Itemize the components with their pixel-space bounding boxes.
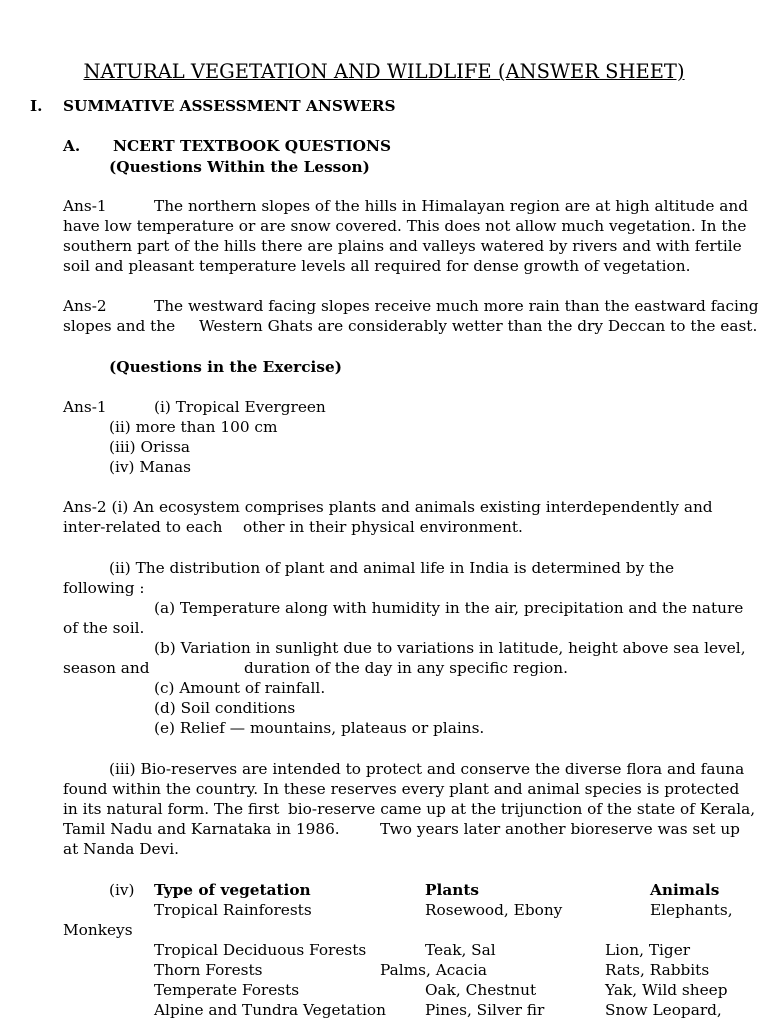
- list-item: (i) Tropical Evergreen: [154, 398, 326, 416]
- answer-line: inter-related to each: [63, 518, 223, 536]
- factor-item: (b) Variation in sunlight due to variations in latitude, height above sea level,: [154, 639, 746, 657]
- exercise-heading: (Questions in the Exercise): [109, 358, 342, 376]
- table-cell: Temperate Forests: [154, 981, 300, 999]
- table-cell: Snow Leopard,: [605, 1001, 722, 1019]
- answer-line: The westward facing slopes receive much more rain than the eastward facing: [154, 297, 759, 315]
- table-label: (iv): [109, 881, 135, 899]
- list-item: (iii) Orissa: [109, 438, 191, 456]
- table-header: Animals: [650, 881, 720, 899]
- table-cell: Yak, Wild sheep: [605, 981, 728, 999]
- answer-line: have low temperature or are snow covered. This does not allow much vegetation. In the: [63, 217, 747, 235]
- table-cell: Elephants,: [650, 901, 733, 919]
- page-title: NATURAL VEGETATION AND WILDLIFE (ANSWER SHEET): [83, 60, 685, 83]
- answer-line: other in their physical environment.: [243, 518, 523, 536]
- subsection-subheading: (Questions Within the Lesson): [109, 158, 370, 176]
- table-cell: Rosewood, Ebony: [425, 901, 563, 919]
- table-cell: Palms, Acacia: [380, 961, 488, 979]
- table-cell: Pines, Silver fir: [425, 1001, 545, 1019]
- answer-line: southern part of the hills there are plains and valleys watered by rivers and with fertile: [63, 237, 742, 255]
- factor-item: (a) Temperature along with humidity in the air, precipitation and the nature: [154, 599, 744, 617]
- section-heading: SUMMATIVE ASSESSMENT ANSWERS: [63, 97, 396, 115]
- table-cell: Teak, Sal: [425, 941, 496, 959]
- answer-label: Ans-1: [63, 398, 107, 416]
- factor-item: of the soil.: [63, 619, 145, 637]
- factor-item: duration of the day in any specific region.: [244, 659, 568, 677]
- answer-line: in its natural form. The first: [63, 800, 280, 818]
- factor-item: (d) Soil conditions: [154, 699, 296, 717]
- answer-line: The northern slopes of the hills in Himalayan region are at high altitude and: [154, 197, 748, 215]
- subsection-heading: NCERT TEXTBOOK QUESTIONS: [113, 137, 392, 155]
- answer-line: Two years later another bioreserve was set up: [380, 820, 740, 838]
- table-header: Plants: [425, 881, 480, 899]
- factor-item: (e) Relief — mountains, plateaus or plains.: [154, 719, 485, 737]
- factor-item: (c) Amount of rainfall.: [154, 679, 326, 697]
- answer-line: following :: [63, 579, 145, 597]
- list-item: (ii) more than 100 cm: [109, 418, 278, 436]
- answer-line: Western Ghats are considerably wetter than the dry Deccan to the east.: [199, 317, 758, 335]
- table-cell: Monkeys: [63, 921, 133, 939]
- table-cell: Thorn Forests: [154, 961, 263, 979]
- table-cell: Lion, Tiger: [605, 941, 691, 959]
- answer-line: (ii) The distribution of plant and animal life in India is determined by the: [109, 559, 675, 577]
- list-item: (iv) Manas: [109, 458, 191, 476]
- table-cell: Oak, Chestnut: [425, 981, 537, 999]
- table-cell: Rats, Rabbits: [605, 961, 710, 979]
- answer-line: at Nanda Devi.: [63, 840, 179, 858]
- answer-line: Ans-2 (i) An ecosystem comprises plants and animals existing interdependently and: [63, 498, 713, 516]
- answer-line: Tamil Nadu and Karnataka in 1986.: [63, 820, 340, 838]
- table-cell: Alpine and Tundra Vegetation: [154, 1001, 386, 1019]
- table-cell: Tropical Deciduous Forests: [154, 941, 367, 959]
- factor-item: season and: [63, 659, 150, 677]
- answer-line: bio-reserve came up at the trijunction of the state of Kerala,: [288, 800, 756, 818]
- table-header: Type of vegetation: [154, 881, 311, 899]
- subsection-label: A.: [63, 137, 81, 155]
- answer-line: slopes and the: [63, 317, 176, 335]
- answer-line: (iii) Bio-reserves are intended to protect and conserve the diverse flora and fauna: [109, 760, 745, 778]
- table-cell: Tropical Rainforests: [154, 901, 312, 919]
- answer-line: found within the country. In these reserves every plant and animal species is protected: [63, 780, 740, 798]
- section-number: I.: [30, 97, 43, 115]
- answer-label: Ans-1: [63, 197, 107, 215]
- answer-label: Ans-2: [63, 297, 107, 315]
- answer-line: soil and pleasant temperature levels all required for dense growth of vegetation.: [63, 257, 691, 275]
